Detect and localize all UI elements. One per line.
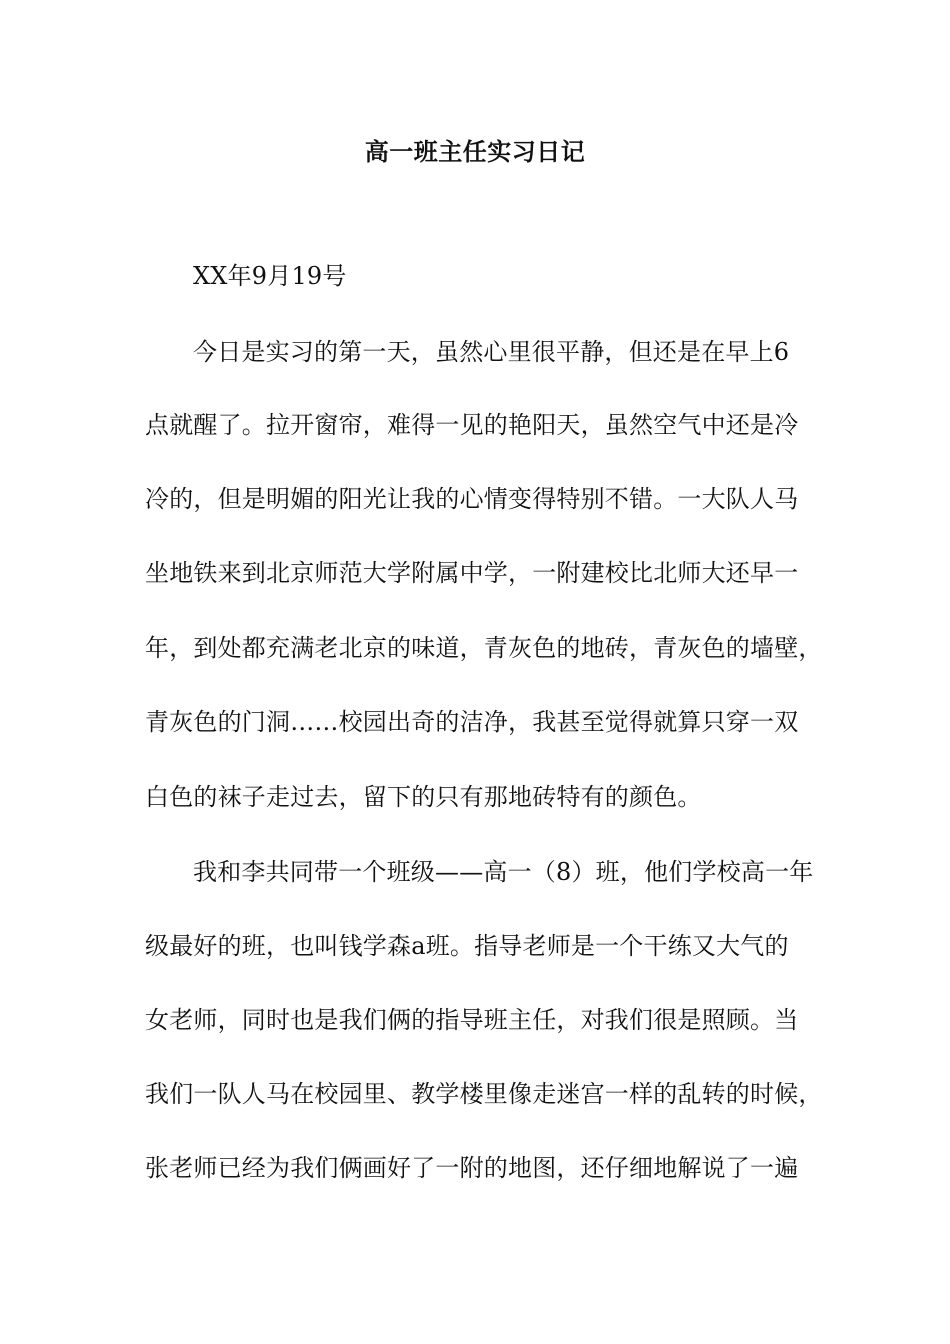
document-title: 高一班主任实习日记 [364,137,586,166]
paragraph-2-line-2: 级最好的班，也叫钱学森a班。指导老师是一个干练又大气的 [145,932,789,960]
date-line: XX年9月19号 [193,262,347,290]
paragraph-1-line-7: 白色的袜子走过去，留下的只有那地砖特有的颜色。 [145,783,702,811]
paragraph-1-line-5: 年，到处都充满老北京的味道，青灰色的地砖，青灰色的墙壁， [145,634,823,662]
paragraph-1-line-6: 青灰色的门洞……校园出奇的洁净，我甚至觉得就算只穿一双 [145,708,799,736]
paragraph-2-line-5: 张老师已经为我们俩画好了一附的地图，还仔细地解说了一遍 [145,1154,799,1182]
paragraph-2-line-3: 女老师，同时也是我们俩的指导班主任，对我们很是照顾。当 [145,1006,799,1034]
paragraph-1-line-1: 今日是实习的第一天，虽然心里很平静，但还是在早上6 [193,338,790,366]
paragraph-2-line-4: 我们一队人马在校园里、教学楼里像走迷宫一样的乱转的时候， [145,1080,823,1108]
paragraph-2-line-1: 我和李共同带一个班级——高一（8）班，他们学校高一年 [193,858,814,886]
paragraph-1-line-3: 冷的，但是明媚的阳光让我的心情变得特别不错。一大队人马 [145,485,799,513]
paragraph-1-line-4: 坐地铁来到北京师范大学附属中学，一附建校比北师大还早一 [145,559,799,587]
paragraph-1-line-2: 点就醒了。拉开窗帘，难得一见的艳阳天，虽然空气中还是冷 [145,411,799,439]
